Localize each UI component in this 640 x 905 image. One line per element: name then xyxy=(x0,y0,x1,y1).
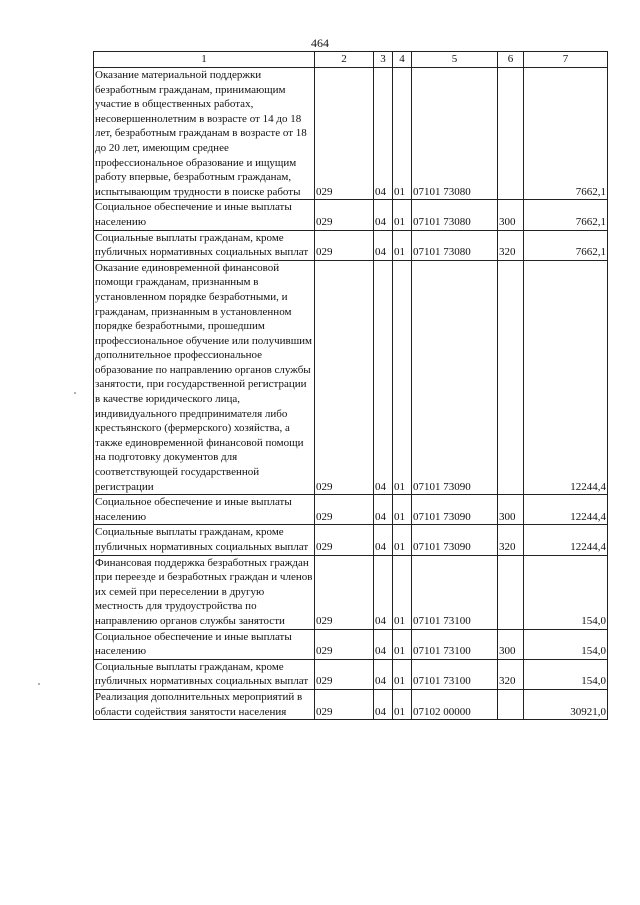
row-expense-type-code: 300 xyxy=(498,495,524,525)
row-amount: 7662,1 xyxy=(524,68,608,200)
row-description: Оказание материальной поддержки безработным гражданам, принимающим участие в общественных работах, несовершеннолетним в возрасте от 14 до 18 лет, безработным гражданам в возрасте от 18 до 20 лет, имеющим среднее профессиональное образование и ищущим работу впервые, безработным гражданам, испытывающим трудности в поиске работы xyxy=(94,68,315,200)
row-ministry-code: 029 xyxy=(315,200,374,230)
row-section-code: 04 xyxy=(374,689,393,719)
column-header: 6 xyxy=(498,52,524,68)
row-ministry-code: 029 xyxy=(315,495,374,525)
row-description: Социальное обеспечение и иные выплаты населению xyxy=(94,495,315,525)
row-section-code: 04 xyxy=(374,260,393,495)
column-header: 1 xyxy=(94,52,315,68)
row-description: Социальные выплаты гражданам, кроме публичных нормативных социальных выплат xyxy=(94,525,315,555)
row-section-code: 04 xyxy=(374,525,393,555)
row-target-code: 07101 73080 xyxy=(412,200,498,230)
row-expense-type-code: 300 xyxy=(498,629,524,659)
table-row xyxy=(94,629,608,659)
column-header-row xyxy=(94,52,608,68)
column-header: 4 xyxy=(393,52,412,68)
row-section-code: 04 xyxy=(374,629,393,659)
row-ministry-code: 029 xyxy=(315,230,374,260)
column-header: 5 xyxy=(412,52,498,68)
row-expense-type-code: 300 xyxy=(498,200,524,230)
row-ministry-code: 029 xyxy=(315,260,374,495)
row-target-code: 07101 73100 xyxy=(412,659,498,689)
row-expense-type-code xyxy=(498,689,524,719)
row-description: Социальные выплаты гражданам, кроме публичных нормативных социальных выплат xyxy=(94,659,315,689)
row-subsection-code: 01 xyxy=(393,555,412,629)
row-target-code: 07101 73100 xyxy=(412,555,498,629)
row-subsection-code: 01 xyxy=(393,260,412,495)
row-description: Реализация дополнительных мероприятий в области содействия занятости населения xyxy=(94,689,315,719)
row-amount: 12244,4 xyxy=(524,495,608,525)
table-row xyxy=(94,659,608,689)
table-row xyxy=(94,200,608,230)
page-number: 464 xyxy=(311,36,329,50)
row-target-code: 07101 73080 xyxy=(412,230,498,260)
row-amount: 154,0 xyxy=(524,659,608,689)
table-row xyxy=(94,689,608,719)
row-ministry-code: 029 xyxy=(315,555,374,629)
scan-speck xyxy=(38,683,40,685)
row-ministry-code: 029 xyxy=(315,68,374,200)
row-section-code: 04 xyxy=(374,68,393,200)
row-subsection-code: 01 xyxy=(393,200,412,230)
row-target-code: 07101 73100 xyxy=(412,629,498,659)
row-expense-type-code: 320 xyxy=(498,230,524,260)
row-subsection-code: 01 xyxy=(393,689,412,719)
row-amount: 12244,4 xyxy=(524,525,608,555)
table-row xyxy=(94,68,608,200)
table-row xyxy=(94,495,608,525)
row-target-code: 07101 73090 xyxy=(412,495,498,525)
row-subsection-code: 01 xyxy=(393,495,412,525)
row-section-code: 04 xyxy=(374,659,393,689)
row-ministry-code: 029 xyxy=(315,659,374,689)
table-row xyxy=(94,555,608,629)
row-description: Социальные выплаты гражданам, кроме публичных нормативных социальных выплат xyxy=(94,230,315,260)
row-subsection-code: 01 xyxy=(393,659,412,689)
row-amount: 7662,1 xyxy=(524,230,608,260)
column-header: 3 xyxy=(374,52,393,68)
row-target-code: 07101 73090 xyxy=(412,260,498,495)
row-section-code: 04 xyxy=(374,555,393,629)
row-amount: 12244,4 xyxy=(524,260,608,495)
row-description: Финансовая поддержка безработных граждан при переезде и безработных граждан и членов их семей при переселении в другую местность для трудоустройства по направлению органов службы занятости xyxy=(94,555,315,629)
row-expense-type-code xyxy=(498,260,524,495)
row-amount: 7662,1 xyxy=(524,200,608,230)
row-description: Социальное обеспечение и иные выплаты населению xyxy=(94,629,315,659)
row-ministry-code: 029 xyxy=(315,629,374,659)
budget-table xyxy=(93,51,608,720)
row-expense-type-code xyxy=(498,555,524,629)
scan-speck xyxy=(74,392,76,394)
column-header: 2 xyxy=(315,52,374,68)
row-target-code: 07101 73080 xyxy=(412,68,498,200)
row-description: Социальное обеспечение и иные выплаты населению xyxy=(94,200,315,230)
row-ministry-code: 029 xyxy=(315,689,374,719)
row-expense-type-code xyxy=(498,68,524,200)
row-expense-type-code: 320 xyxy=(498,659,524,689)
row-ministry-code: 029 xyxy=(315,525,374,555)
column-header: 7 xyxy=(524,52,608,68)
row-expense-type-code: 320 xyxy=(498,525,524,555)
row-section-code: 04 xyxy=(374,200,393,230)
row-amount: 154,0 xyxy=(524,629,608,659)
row-subsection-code: 01 xyxy=(393,230,412,260)
row-target-code: 07101 73090 xyxy=(412,525,498,555)
row-description: Оказание единовременной финансовой помощи гражданам, признанным в установленном порядке безработными, и гражданам, признанным в установленном порядке безработными, прошедшим профессиональное обучение или получившим дополнительное профессиональное образование по направлению органов службы занятости, при государственной регистрации в качестве юридического лица, индивидуального предпринимателя либо крестьянского (фермерского) хозяйства, а также единовременной финансовой помощи на подготовку документов для соответствующей государственной регистрации xyxy=(94,260,315,495)
row-section-code: 04 xyxy=(374,230,393,260)
row-subsection-code: 01 xyxy=(393,525,412,555)
table-row xyxy=(94,260,608,495)
table-row xyxy=(94,525,608,555)
row-amount: 30921,0 xyxy=(524,689,608,719)
row-subsection-code: 01 xyxy=(393,629,412,659)
row-target-code: 07102 00000 xyxy=(412,689,498,719)
table-body xyxy=(94,52,608,720)
table-row xyxy=(94,230,608,260)
row-amount: 154,0 xyxy=(524,555,608,629)
row-subsection-code: 01 xyxy=(393,68,412,200)
row-section-code: 04 xyxy=(374,495,393,525)
